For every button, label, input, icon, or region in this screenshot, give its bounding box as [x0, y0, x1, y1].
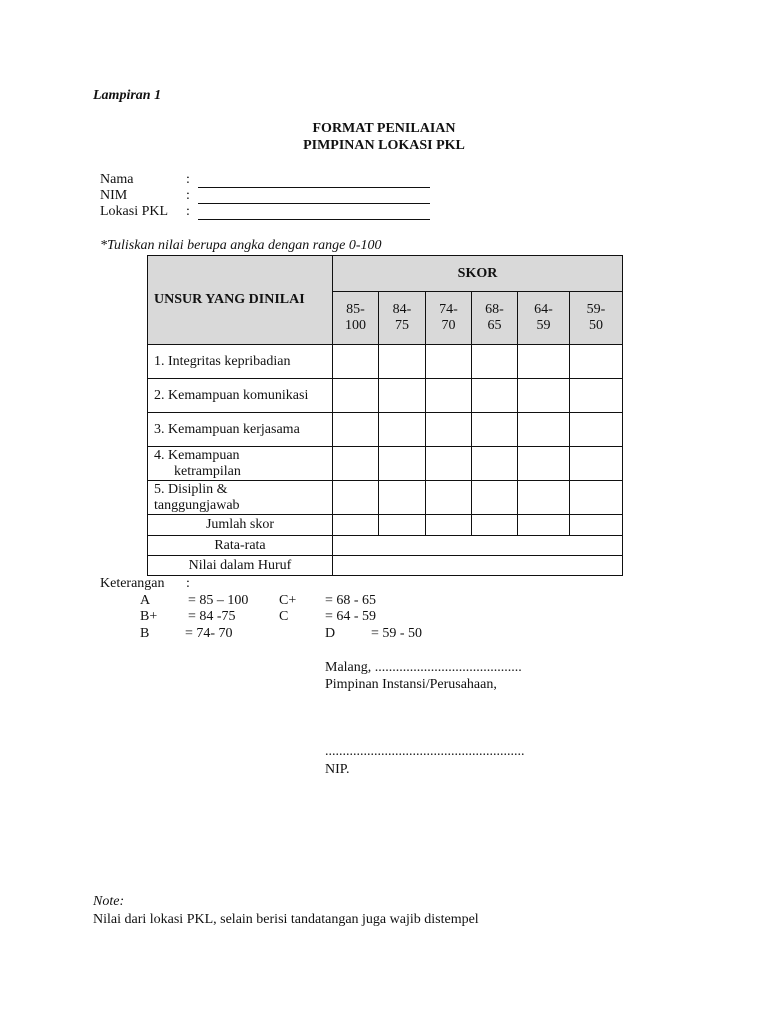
signature-line: .........................................................	[325, 744, 525, 759]
nim-field-line[interactable]	[198, 203, 430, 204]
range-header: 84- 75	[379, 292, 426, 345]
keterangan-colon: :	[186, 576, 190, 591]
signer-position: Pimpinan Instansi/Perusahaan,	[325, 677, 497, 692]
score-cell[interactable]	[333, 481, 379, 515]
score-cell[interactable]	[472, 515, 518, 536]
grade-letter: A	[140, 593, 151, 608]
score-cell[interactable]	[426, 413, 472, 447]
item-label: 5. Disiplin & tanggungjawab	[148, 481, 333, 515]
score-cell[interactable]	[518, 379, 570, 413]
field-label-lokasi: Lokasi PKL	[100, 204, 169, 219]
document-title: FORMAT PENILAIAN	[312, 121, 456, 136]
score-cell[interactable]	[472, 447, 518, 481]
score-cell[interactable]	[426, 481, 472, 515]
table-row	[148, 413, 623, 447]
range-header: 59- 50	[570, 292, 623, 345]
nilai-huruf-label: Nilai dalam Huruf	[148, 556, 333, 576]
field-label-nim: NIM	[100, 188, 128, 203]
grade-letter: B+	[140, 609, 158, 624]
item-label: 3. Kemampuan kerjasama	[148, 413, 333, 447]
grade-letter: D	[325, 626, 336, 641]
grade-letter: C	[279, 609, 289, 624]
note-text: Nilai dari lokasi PKL, selain berisi tandatangan juga wajib distempel	[93, 912, 479, 927]
table-row	[148, 515, 623, 536]
score-cell[interactable]	[570, 345, 623, 379]
score-cell[interactable]	[379, 345, 426, 379]
field-colon: :	[186, 188, 190, 203]
table-row	[148, 447, 623, 481]
table-row	[148, 345, 623, 379]
score-cell[interactable]	[333, 515, 379, 536]
header-skor: SKOR	[333, 256, 623, 292]
table-row	[148, 481, 623, 515]
score-cell[interactable]	[379, 447, 426, 481]
lokasi-field-line[interactable]	[198, 219, 430, 220]
grade-range: = 85 – 100	[188, 593, 249, 608]
item-label: 4. Kemampuan ketrampilan	[148, 447, 333, 481]
lampiran-label: Lampiran 1	[93, 88, 162, 103]
grade-range: = 59 - 50	[371, 626, 423, 641]
nip-label: NIP.	[325, 762, 350, 777]
grade-range: = 74- 70	[185, 626, 233, 641]
field-colon: :	[186, 172, 190, 187]
table-row	[148, 379, 623, 413]
score-cell[interactable]	[426, 447, 472, 481]
score-cell[interactable]	[426, 345, 472, 379]
range-header: 64- 59	[518, 292, 570, 345]
score-cell[interactable]	[333, 413, 379, 447]
score-cell[interactable]	[379, 481, 426, 515]
score-cell[interactable]	[472, 481, 518, 515]
score-table	[147, 255, 623, 576]
score-cell[interactable]	[472, 345, 518, 379]
score-cell[interactable]	[570, 413, 623, 447]
score-cell[interactable]	[333, 379, 379, 413]
nilai-huruf-cell[interactable]	[333, 556, 623, 576]
score-cell[interactable]	[426, 515, 472, 536]
note-title: Note:	[93, 894, 125, 909]
nama-field-line[interactable]	[198, 187, 430, 188]
rata-rata-label: Rata-rata	[148, 536, 333, 556]
grade-letter: B	[140, 626, 150, 641]
score-cell[interactable]	[333, 447, 379, 481]
item-label: 1. Integritas kepribadian	[148, 345, 333, 379]
field-label-nama: Nama	[100, 172, 134, 187]
score-cell[interactable]	[518, 413, 570, 447]
range-header: 74- 70	[426, 292, 472, 345]
table-row	[148, 556, 623, 576]
score-cell[interactable]	[472, 413, 518, 447]
rata-rata-cell[interactable]	[333, 536, 623, 556]
grade-range: = 84 -75	[188, 609, 236, 624]
score-cell[interactable]	[426, 379, 472, 413]
score-cell[interactable]	[379, 413, 426, 447]
score-cell[interactable]	[570, 515, 623, 536]
score-cell[interactable]	[518, 345, 570, 379]
instruction-text: *Tuliskan nilai berupa angka dengan range 0-100	[100, 238, 382, 253]
score-cell[interactable]	[570, 379, 623, 413]
document-subtitle: PIMPINAN LOKASI PKL	[303, 138, 465, 153]
score-cell[interactable]	[570, 447, 623, 481]
score-cell[interactable]	[379, 379, 426, 413]
grade-letter: C+	[279, 593, 297, 608]
grade-range: = 64 - 59	[325, 609, 377, 624]
jumlah-skor-label: Jumlah skor	[148, 515, 333, 536]
item-label: 2. Kemampuan komunikasi	[148, 379, 333, 413]
score-cell[interactable]	[333, 345, 379, 379]
header-unsur: UNSUR YANG DINILAI	[148, 256, 333, 345]
keterangan-label: Keterangan	[100, 576, 165, 591]
score-cell[interactable]	[518, 447, 570, 481]
score-cell[interactable]	[518, 481, 570, 515]
score-cell[interactable]	[379, 515, 426, 536]
place-date: Malang, ..........................................	[325, 660, 522, 675]
grade-range: = 68 - 65	[325, 593, 377, 608]
range-header: 85- 100	[333, 292, 379, 345]
score-cell[interactable]	[472, 379, 518, 413]
score-cell[interactable]	[570, 481, 623, 515]
score-cell[interactable]	[518, 515, 570, 536]
field-colon: :	[186, 204, 190, 219]
table-row	[148, 536, 623, 556]
range-header: 68- 65	[472, 292, 518, 345]
